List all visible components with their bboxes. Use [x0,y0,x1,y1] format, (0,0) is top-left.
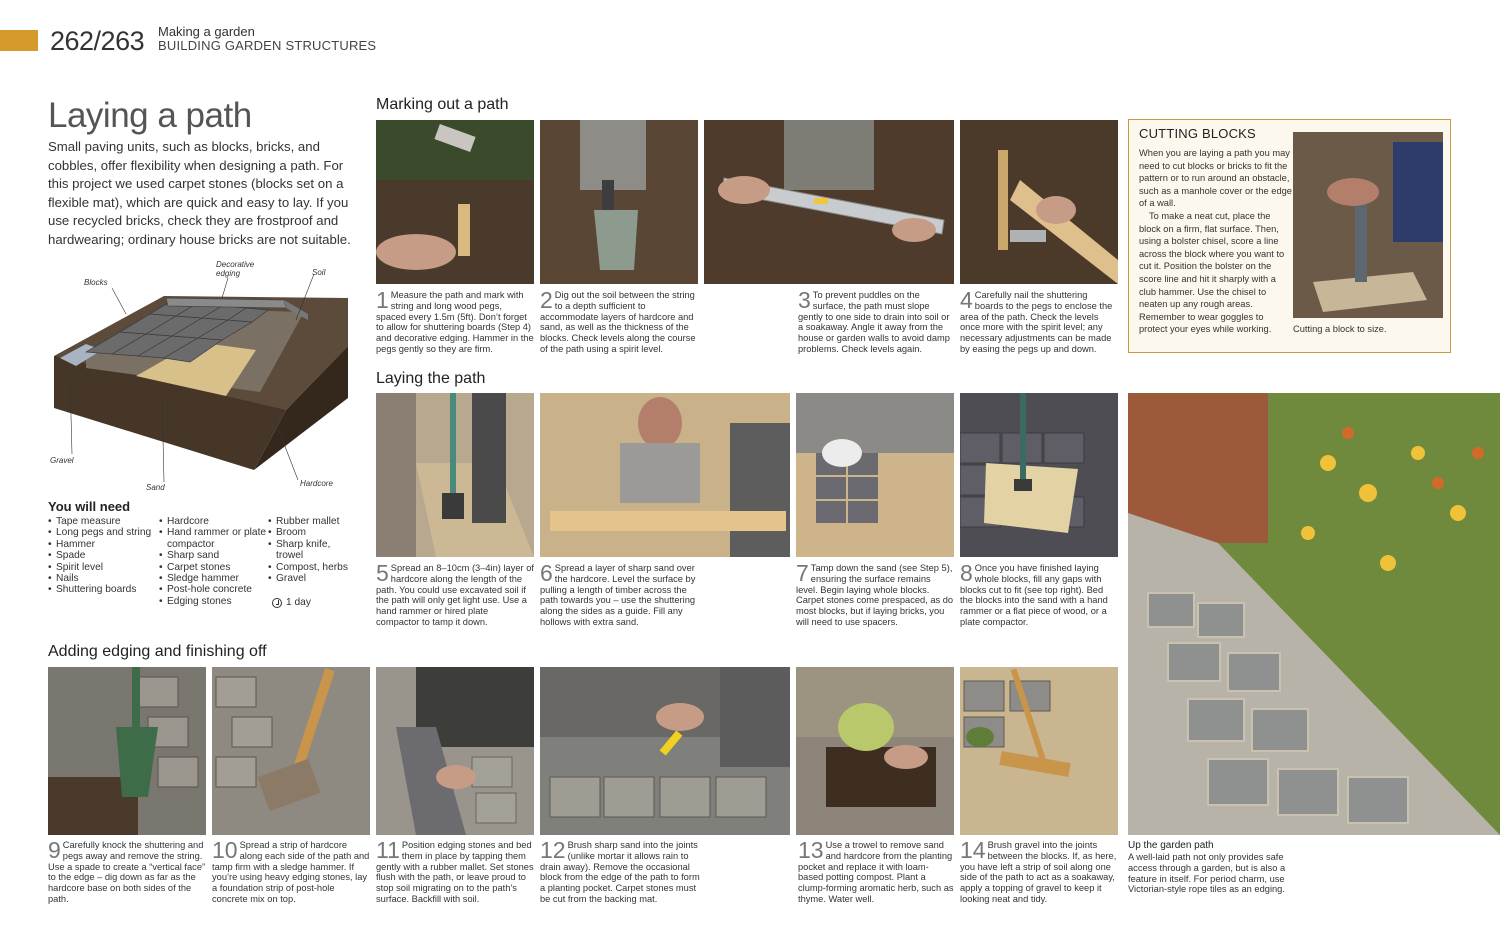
heading-laying: Laying the path [376,370,486,387]
caption-step-3 [798,287,954,355]
step-number: 3 [798,287,811,313]
caption-step-7 [796,560,954,628]
label-decorative-edging: Decorative edging [216,260,255,278]
step-text: Measure the path and mark with string and long wood pegs, spaced every 1.5m (5ft). Don’t forget to allow for shuttering boards (Step 4) and decorative edging. Hammer in the pegs gently so they are firm. [376,290,534,354]
step-number: 5 [376,560,389,586]
step-number: 11 [376,837,400,863]
photo-step-14 [960,667,1118,835]
caption-step-11 [376,837,534,905]
section-title: Making a garden [158,24,255,39]
list-item: • Broom [268,527,360,538]
caption-step-2 [540,287,698,355]
list-item: • Shuttering boards [48,584,158,595]
needs-list-1 [48,516,158,596]
label-gravel: Gravel [50,456,74,465]
step-number: 1 [376,287,389,313]
label-sand: Sand [146,483,165,492]
caption-step-8 [960,560,1118,628]
path-cross-section-diagram [46,258,366,498]
step-text: Brush gravel into the joints between the blocks. If, as here, you have left a strip of soil along one side of the path to act as a soakaway, apply a topping of gravel to keep it looking neat and tidy. [960,840,1117,904]
you-will-need-heading: You will need [48,499,131,514]
cutting-blocks-caption: Cutting a block to size. [1293,324,1387,334]
step-number: 6 [540,560,553,586]
needs-list-2 [159,516,267,607]
list-item: • Compost, herbs [268,562,360,573]
cutting-blocks-title: CUTTING BLOCKS [1139,126,1256,141]
time-required [272,597,311,608]
photo-step-12 [540,667,790,835]
caption-step-13 [798,837,954,905]
garden-caption: A well-laid path not only provides safe access through a garden, but is also a feature in itself. For period charm, use Victorian-style rope tiles as an edging. [1128,852,1286,895]
section-subtitle: BUILDING GARDEN STRUCTURES [158,38,377,53]
label-soil: Soil [312,268,326,277]
step-text: Spread a strip of hardcore along each side of the path and tamp firm with a sledge hammer. If you’re using heavy edging stones, lay a foundation strip of post-hole concrete mix on top. [212,840,370,904]
heading-edging: Adding edging and finishing off [48,643,267,660]
caption-step-6 [540,560,698,628]
step-text: Carefully knock the shuttering and pegs away and remove the string. Use a spade to create a “vertical face” to the edge – dig down as far as the hardcore base on both sides of the path. [48,840,206,904]
photo-step-10 [212,667,370,835]
list-item: • Spade [48,550,158,561]
photo-step-2 [540,120,698,284]
photo-step-6 [540,393,790,557]
caption-step-1 [376,287,534,355]
photo-garden-path [1128,393,1500,835]
list-item: • Sharp knife, trowel [268,539,360,562]
list-item: • Nails [48,573,158,584]
diagram-illustration [46,258,366,498]
photo-step-5 [376,393,534,557]
list-item: • Hardcore [159,516,267,527]
step-number: 9 [48,837,61,863]
list-item: • Long pegs and string [48,527,158,538]
label-blocks: Blocks [84,278,108,287]
step-text: Spread an 8–10cm (3–4in) layer of hardcore along the length of the path. You could use excavated soil if the path will only get light use. Use a hand rammer or hired plate compactor to tamp it down. [376,563,534,627]
list-item: • Hand rammer or plate compactor [159,527,267,550]
list-item: • Post-hole concrete [159,584,267,595]
list-item: • Spirit level [48,562,158,573]
photo-step-1 [376,120,534,284]
cutting-paragraph-1: When you are laying a path you may need to cut blocks or bricks to fit the pattern or to run around an obstacle, such as a manhole cover or the edge of a wall. [1139,148,1292,209]
list-item: • Carpet stones [159,562,267,573]
list-item: • Hammer [48,539,158,550]
garden-caption-title: Up the garden path [1128,840,1214,851]
photo-step-13 [796,667,954,835]
header-accent-bar [0,30,38,51]
step-text: Dig out the soil between the string to a depth sufficient to accommodate layers of hardcore and sand, as well as the thickness of the blocks. Check levels along the course of the path using a spirit level. [540,290,696,354]
step-number: 7 [796,560,809,586]
cutting-paragraph-2: To make a neat cut, place the block on a firm, flat surface. Then, using a bolster chisel, score a line across the block where you want to cut it. Position the bolster on the score line and hit it sharply with a club hammer. Use the chisel to neaten up any rough areas. Remember to wear goggles to protect your eyes while working. [1139,210,1285,335]
intro-text: Small paving units, such as blocks, bricks, and cobbles, offer flexibility when designing a path. For this project we used carpet stones (blocks set on a flexible mat), which are quick and easy to lay. If you use recycled bricks, check they are frostproof and hardwearing; ordinary house bricks are not suitable. [48,139,351,247]
step-number: 10 [212,837,238,863]
step-number: 14 [960,837,986,863]
caption-step-5 [376,560,534,628]
heading-marking-out: Marking out a path [376,96,509,113]
page-title: Laying a path [48,96,252,135]
caption-step-14 [960,837,1118,905]
list-item: • Tape measure [48,516,158,527]
caption-step-10 [212,837,370,905]
list-item: • Rubber mallet [268,516,360,527]
cutting-blocks-box [1128,119,1451,353]
photo-step-11 [376,667,534,835]
caption-step-4 [960,287,1118,355]
list-item: • Sledge hammer [159,573,267,584]
cutting-blocks-text [1139,147,1293,336]
step-number: 4 [960,287,973,313]
caption-step-12 [540,837,700,905]
step-number: 8 [960,560,973,586]
list-item: • Edging stones [159,596,267,607]
needs-list-3 [268,516,360,584]
step-number: 2 [540,287,553,313]
step-text: Use a trowel to remove sand and hardcore from the planting pocket and replace it with loam-based potting compost. Plant a clump-forming aromatic herb, such as thyme. Water well. [798,840,954,904]
list-item: • Gravel [268,573,360,584]
step-text: Tamp down the sand (see Step 5), ensuring the surface remains level. Begin laying whole blocks. Carpet stones come prespaced, as do most blocks, but if laying bricks, you will need to use spacers. [796,563,954,627]
photo-step-3 [704,120,954,284]
photo-step-7 [796,393,954,557]
list-item: • Sharp sand [159,550,267,561]
photo-step-4 [960,120,1118,284]
photo-cutting-block [1293,132,1443,318]
photo-step-8 [960,393,1118,557]
caption-step-9 [48,837,206,905]
step-text: Spread a layer of sharp sand over the hardcore. Level the surface by pulling a length of timber across the path towards you – use the shuttering along the sides as a guide. Fill any hollows with extra sand. [540,563,696,627]
step-text: Position edging stones and bed them in place by tapping them gently with a rubber mallet. Set stones flush with the path, or leave proud to stop soil migrating on to the path’s surface. Backfill with soil. [376,840,534,904]
step-text: To prevent puddles on the surface, the path must slope gently to one side to drain into soil or a soakaway. Angle it away from the house or garden walls to avoid damp problems. Check levels again. [798,290,950,354]
page-numbers: 262/263 [50,26,145,56]
step-text: Once you have finished laying whole blocks, fill any gaps with blocks cut to fit (see top right). Bed the blocks into the sand with a hand rammer or a flat piece of wood, or a plate compactor. [960,563,1108,627]
step-text: Carefully nail the shuttering boards to the pegs to enclose the area of the path. Check the levels once more with the spirit level; any necessary adjustments can be made by easing the pegs up and down. [960,290,1113,354]
photo-step-9 [48,667,206,835]
clock-icon [272,598,282,608]
label-hardcore: Hardcore [300,479,333,488]
step-text: Brush sharp sand into the joints (unlike mortar it allows rain to drain away). Remove the occasional block from the edge of the path to form a planting pocket. Carpet stones must be cut from the backing mat. [540,840,700,904]
step-number: 12 [540,837,566,863]
time-value: 1 day [286,597,311,608]
step-number: 13 [798,837,824,863]
